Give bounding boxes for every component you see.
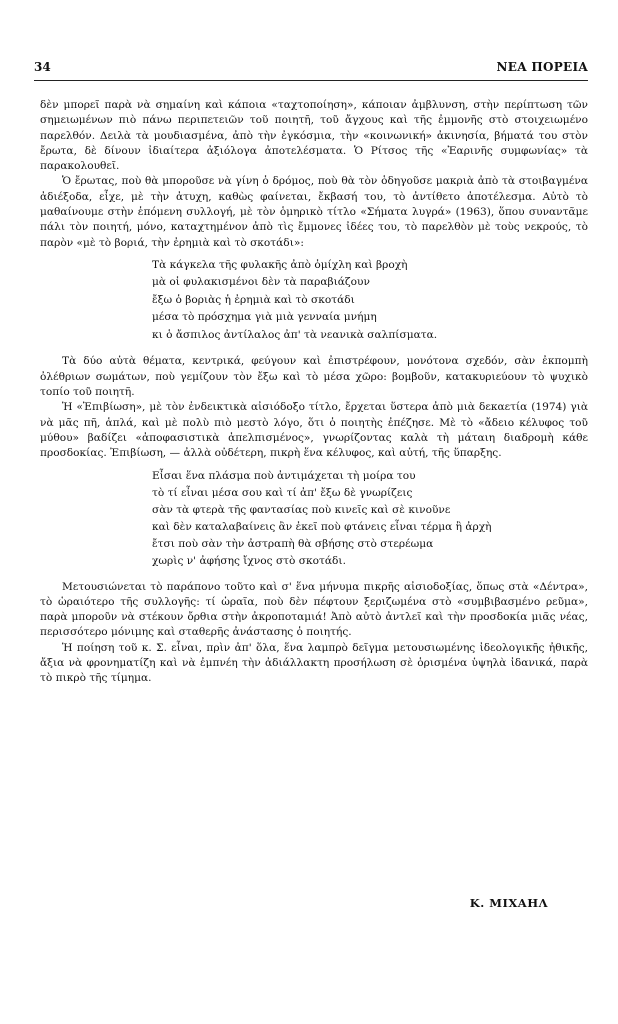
paragraph: Ἡ «Ἐπιβίωση», μὲ τὸν ἐνδεικτικὰ αἰσιόδοξο τίτλο, ἔρχεται ὕστερα ἀπὸ μιὰ δεκαετία (1974) γιὰ νὰ μᾶς πῆ, ἁπλά, καὶ μὲ πολὺ πιὸ μεστὸ λόγο, ὅτι ὁ ποιητὴς ἐπέζησε. Μὲ τὸ «ἄδειο κέλυφος τοῦ μύθου» βαδίζει «ἀποφασιστικὰ ἀπελπισμένος», γνωρίζοντας καλὰ τὴ μάταιη διαδρομὴ κάθε προσδοκίας. Ἐπιβίωση, — ἀλλὰ οὐδέτερη, πικρὴ ἕνα κέλυφος, καὶ αὐτή, τῆς ὕπαρξης.	[40, 401, 588, 460]
poem-line: καὶ δὲν καταλαβαίνεις ἂν ἐκεῖ ποὺ φτάνεις εἶναι τέρμα ἢ ἀρχὴ	[152, 520, 492, 533]
paragraph: Τὰ δύο αὐτὰ θέματα, κεντρικά, φεύγουν καὶ ἐπιστρέφουν, μονότονα σχεδόν, σὰν ἐκπομπὴ ὀλέθριων σωμάτων, ποὺ γεμίζουν τὸν ἔξω καὶ τὸ μέσα χῶρο: βομβοῦν, κατακυριεύουν τὸ ψυχικὸ τοπίο τοῦ ποιητῆ.	[40, 355, 588, 399]
poem-line: Τὰ κάγκελα τῆς φυλακῆς ἀπὸ ὀμίχλη καὶ βροχὴ	[152, 258, 408, 271]
page-header	[34, 60, 588, 81]
poem-line: μέσα τὸ πρόσχημα γιὰ μιὰ γενναία μνήμη	[152, 311, 377, 324]
poem-line: τὸ τί εἶναι μέσα σου καὶ τί ἀπ' ἔξω δὲ γνωρίζεις	[152, 486, 413, 499]
page-number: 34	[34, 60, 51, 74]
poem-line: χωρὶς ν' ἀφήσης ἴχνος στὸ σκοτάδι.	[152, 554, 346, 567]
poem-excerpt	[152, 468, 588, 570]
paragraph: δὲν μπορεῖ παρὰ νὰ σημαίνη καὶ κάποια «ταχτοποίηση», κάποιαν ἀμβλυνση, στὴν περίπτωση τῶν σημειωμένων πιὸ πάνω περιπετειῶν τοῦ ποιητῆ, τοῦ ἄγχους καὶ τῆς ἐμμονῆς στὸ στοιχειωμένο παρελθόν. Δειλὰ τὰ μουδιασμένα, ἀπὸ τὴν ἐγκόσμια, τὴν «κοινωνική» ἀκινησία, βήματά του στὸν ἔρωτα, δὲ δίνουν ἰδιαίτερα ἀξιόλογα ἀποτελέσματα. Ὁ Ρίτσος τῆς «Ἐαρινῆς συμφωνίας» τὰ παρακολουθεῖ.	[40, 99, 588, 173]
paragraph: Μετουσιώνεται τὸ παράπονο τοῦτο καὶ σ' ἕνα μήνυμα πικρῆς αἰσιοδοξίας, ὅπως στὰ «Δέντρα», τὸ ὡραιότερο τῆς συλλογῆς: τί ὡραῖα, ποὺ δὲν πέφτουν ξεριζωμένα στὸ «συμβιβασμένο ρεῦμα», παρὰ μποροῦν νὰ στέκουν ὄρθια στὴν ἀκροποταμιά! Ἀπὸ αὐτὸ ἀντλεῖ καὶ τὴν προσδοκία μιᾶς νέας, περισσότερο μόνιμης καὶ σταθερῆς ἀνάστασης ὁ ποιητής.	[40, 580, 588, 639]
poem-line: ἔτσι ποὺ σὰν τὴν ἀστραπὴ θὰ σβήσης στὸ στερέωμα	[152, 537, 434, 550]
poem-line: σὰν τὰ φτερὰ τῆς φαντασίας ποὺ κινεῖς καὶ σὲ κινοῦνε	[152, 503, 451, 516]
journal-title: ΝΕΑ ΠΟΡΕΙΑ	[496, 60, 588, 74]
paragraph: Ἡ ποίηση τοῦ κ. Σ. εἶναι, πρὶν ἀπ' ὅλα, ἕνα λαμπρὸ δεῖγμα μετουσιωμένης ἰδεολογικῆς ἠθικῆς, ἄξια νὰ φρονηματίζη καὶ νὰ ἐμπνέη τὴν ἀδιάλλακτη προσήλωση σὲ ὁρισμένα ὑψηλὰ ἰδανικά, παρὰ τὸ πικρὸ τῆς τίμημα.	[40, 641, 588, 685]
poem-line: κι ὁ ἄσπιλος ἀντίλαλος ἀπ' τὰ νεανικὰ σαλπίσματα.	[152, 328, 438, 341]
article-body	[40, 98, 588, 687]
author-signature: Κ. ΜΙΧΑΗΛ	[469, 896, 548, 910]
poem-line: ἔξω ὁ βοριὰς ἡ ἐρημιὰ καὶ τὸ σκοτάδι	[152, 293, 355, 306]
paragraph: Ὁ ἔρωτας, ποὺ θὰ μποροῦσε νὰ γίνη ὁ δρόμος, ποὺ θὰ τὸν ὁδηγοῦσε μακριὰ ἀπὸ τὰ στοιβαγμένα ἀδιέξοδα, εἶχε, μὲ τὴν ἀτυχη, καθὼς φαίνεται, ἔκβασή του, τὸ ἀντίθετο ἀποτέλεσμα. Αὐτὸ τὸ μαθαίνουμε στὴν ἑπόμενη συλλογή, μὲ τὸν ὁμηρικὸ τίτλο «Σήματα λυγρά» (1963), ὅπου συναντᾶμε πάλι τὸν ποιητή, μόνο, καταχτημένον ἀπὸ τὶς ἔμμονες ἰδέες του, τὸ παρελθὸν μὲ τοὺς νεκρούς, τὸ παρὸν «μὲ τὸ βοριά, τὴν ἐρημιὰ καὶ τὸ σκοτάδι»:	[40, 175, 588, 249]
poem-line: Εἶσαι ἕνα πλάσμα ποὺ ἀντιμάχεται τὴ μοίρα του	[152, 469, 416, 482]
poem-line: μὰ οἱ φυλακισμένοι δὲν τὰ παραβιάζουν	[152, 276, 370, 289]
poem-excerpt	[152, 257, 588, 345]
